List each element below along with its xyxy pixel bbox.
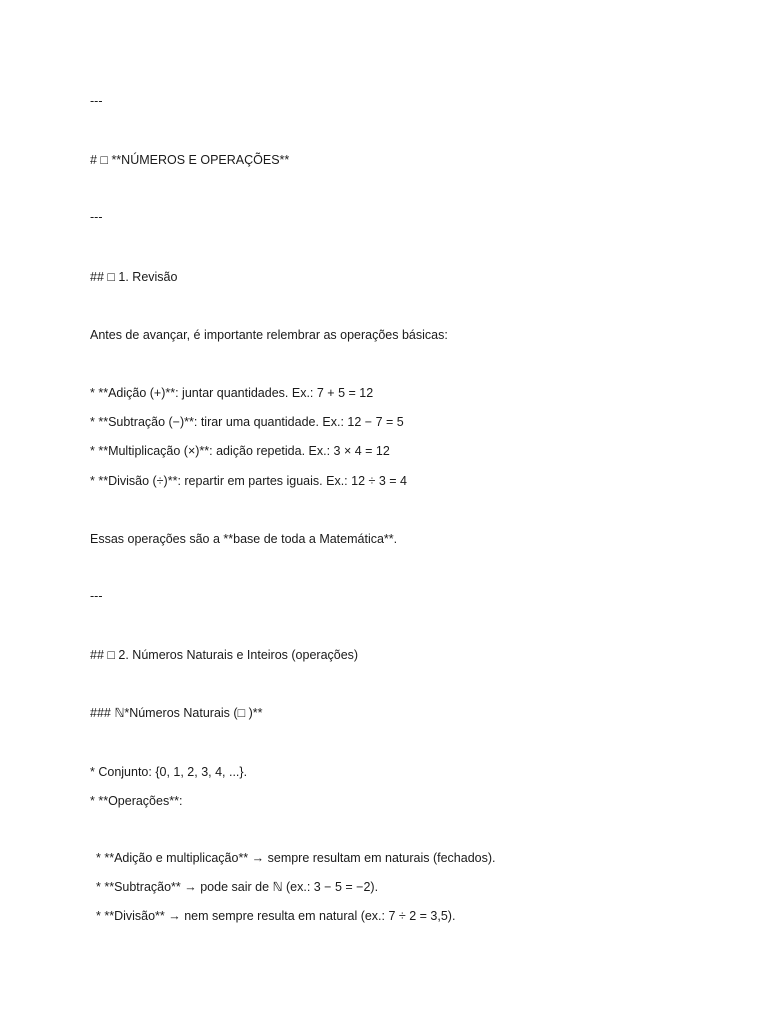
list-item-adicao: * **Adição (+)**: juntar quantidades. Ex.: 7 + 5 = 12: [90, 386, 374, 400]
horizontal-rule-2: ---: [90, 210, 103, 224]
list-item-operacoes: * **Operações**:: [90, 794, 183, 808]
subheading-numeros-naturais: ### ℕ*Números Naturais (□ )**: [90, 706, 263, 720]
intro-paragraph: Antes de avançar, é importante relembrar as operações básicas:: [90, 328, 448, 342]
list-item-divisao: * **Divisão (÷)**: repartir em partes iguais. Ex.: 12 ÷ 3 = 4: [90, 474, 407, 488]
section-heading-revisao: ## □ 1. Revisão: [90, 270, 178, 284]
sublist-item-subtracao: * **Subtração** → pode sair de ℕ (ex.: 3 − 5 = −2).: [96, 880, 379, 894]
horizontal-rule-1: ---: [90, 94, 103, 108]
section-heading-naturais-inteiros: ## □ 2. Números Naturais e Inteiros (operações): [90, 648, 359, 662]
summary-paragraph: Essas operações são a **base de toda a Matemática**.: [90, 532, 398, 546]
sublist-item-adicao-multiplicacao: * **Adição e multiplicação** → sempre resultam em naturais (fechados).: [96, 851, 496, 865]
horizontal-rule-3: ---: [90, 589, 103, 603]
list-item-multiplicacao: * **Multiplicação (×)**: adição repetida. Ex.: 3 × 4 = 12: [90, 444, 390, 458]
list-item-subtracao: * **Subtração (−)**: tirar uma quantidade. Ex.: 12 − 7 = 5: [90, 415, 404, 429]
sublist-item-divisao: * **Divisão** → nem sempre resulta em natural (ex.: 7 ÷ 2 = 3,5).: [96, 909, 456, 923]
heading-numeros-e-operacoes: # □ **NÚMEROS E OPERAÇÕES**: [90, 153, 290, 167]
list-item-conjunto: * Conjunto: {0, 1, 2, 3, 4, ...}.: [90, 765, 248, 779]
